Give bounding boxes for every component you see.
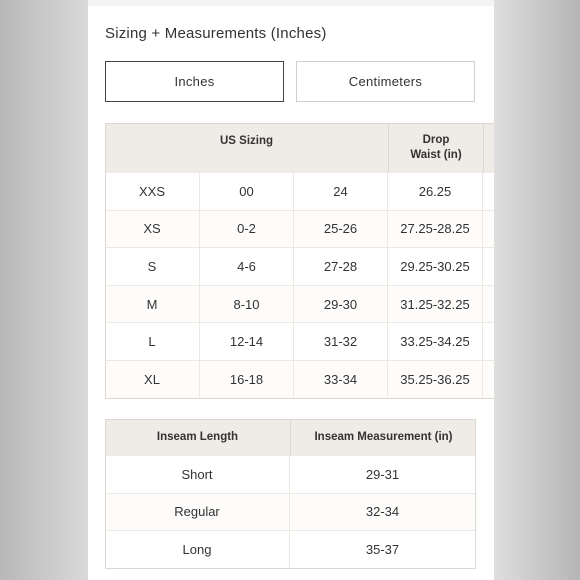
inches-tab[interactable]: Inches [105,61,284,102]
size-cell: L [105,323,200,361]
size-cell: 27.25-28.25 [388,211,483,249]
size-cell: 29-30 [294,286,388,324]
right-background [494,0,580,580]
inseam-cell: Regular [105,494,290,532]
size-cell: 24 [294,173,388,211]
size-cell: XS [105,211,200,249]
header-us-sizing-label: US Sizing [219,134,274,147]
size-table [105,123,494,399]
inseam-cell: 29-31 [290,456,476,494]
size-cell: 27-28 [294,248,388,286]
size-cell: 25-26 [294,211,388,249]
size-cell: 12-14 [200,323,294,361]
header-inseam-length: Inseam Length [105,419,290,456]
size-cell: 33.25-34.25 [388,323,483,361]
size-cell: 31-32 [294,323,388,361]
inseam-cell: Short [105,456,290,494]
size-table-border [105,123,494,399]
inseam-table-border [105,419,476,569]
size-cell: 4-6 [200,248,294,286]
size-cell: 33-34 [294,361,388,399]
centimeters-tab[interactable]: Centimeters [296,61,475,102]
size-cell: 29.25-30.25 [388,248,483,286]
size-cell: 8-10 [200,286,294,324]
size-cell: S [105,248,200,286]
size-cell: M [105,286,200,324]
header-drop-line2: Waist (in) [410,149,462,161]
size-cell: 0-2 [200,211,294,249]
inseam-cell: 35-37 [290,531,476,569]
sizing-panel [88,0,494,580]
header-drop-line1: Drop [422,134,450,146]
size-cell: 26.25 [388,173,483,211]
size-cell: 16-18 [200,361,294,399]
header-inseam-measurement: Inseam Measurement (in) [290,419,476,456]
left-background [0,0,88,580]
size-cell: 35.25-36.25 [388,361,483,399]
inseam-cell: 32-34 [290,494,476,532]
size-cell: XL [105,361,200,399]
size-cell: 31.25-32.25 [388,286,483,324]
top-divider [88,0,494,6]
size-cell: XXS [105,173,200,211]
inseam-table [105,419,476,569]
page-title: Sizing + Measurements (Inches) [105,25,327,42]
size-cell: 00 [200,173,294,211]
inseam-cell: Long [105,531,290,569]
